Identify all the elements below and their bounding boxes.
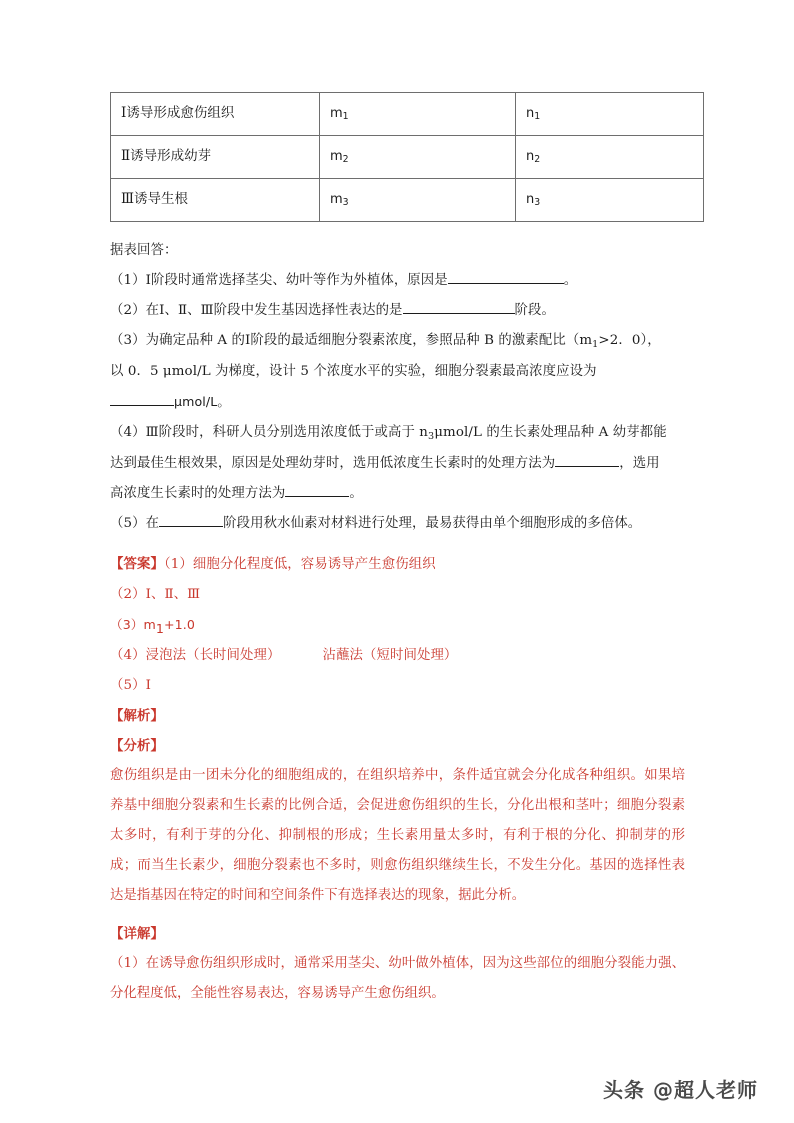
n-subscript: 3: [428, 430, 435, 442]
answer-blank: [448, 270, 564, 284]
fenxi-paragraph: 愈伤组织是由一团未分化的细胞组成的，在组织培养中，条件适宜就会分化成各种组织。如果培养基中细胞分裂素和生长素的比例合适，会促进愈伤组织的生长，分化出根和茎叶；细胞分裂素太多时，有利于芽的分化、抑制根的形成；生长素用量太多时，有利于根的分化、抑制芽的形成；而当生长素少，细胞分裂素也不多时，则愈伤组织继续生长，不发生分化。基因的选择性表达是指基因在特定的时间和空间条件下有选择表达的现象，据此分析。: [110, 768, 685, 903]
question-2-suffix: 阶段。: [514, 303, 556, 318]
answer-3: [110, 610, 685, 641]
question-3-text-b: >2．0），: [598, 333, 661, 348]
question-4-line-2: [110, 449, 685, 479]
question-4-line-3: [110, 479, 685, 509]
table-cell-n: [516, 179, 704, 222]
answer-4: [110, 641, 685, 671]
question-1-prefix: （1）Ⅰ阶段时通常选择茎尖、幼叶等作为外植体，原因是: [110, 273, 448, 288]
question-4-text-e: 高浓度生长素时的处理方法为: [110, 486, 286, 501]
n-subscript: 1: [534, 111, 541, 123]
table-cell-stage: Ⅲ诱导生根: [111, 179, 320, 222]
question-3-unit: μmol/L。: [174, 394, 231, 409]
question-3-text-a: （3）为确定品种 A 的Ⅰ阶段的最适细胞分裂素浓度，参照品种 B 的激素配比（m: [110, 333, 593, 348]
table-cell-m: [320, 93, 516, 136]
question-1: [110, 266, 685, 296]
m-subscript: 2: [342, 154, 349, 166]
question-3-line-1: [110, 326, 685, 357]
table-cell-n: [516, 93, 704, 136]
m-subscript: 3: [342, 197, 349, 209]
spacer: [110, 911, 685, 919]
answer-4-first: （4）浸泡法（长时间处理）: [110, 648, 281, 663]
answer-line-1: [110, 549, 685, 580]
question-4-text-a: （4）Ⅲ阶段时，科研人员分别选用浓度低于或高于 n: [110, 425, 429, 440]
answer-block: [110, 549, 685, 701]
question-4-line-1: [110, 418, 685, 449]
table-row: [111, 93, 704, 136]
table-cell-m: [320, 136, 516, 179]
question-2: [110, 296, 685, 326]
m-subscript: 1: [155, 620, 164, 636]
answer-1: （1）细胞分化程度低，容易诱导产生愈伤组织: [163, 557, 436, 572]
fenxi-label: 【分析】: [110, 738, 164, 754]
n-value: n: [526, 105, 535, 121]
answer-blank: [403, 300, 515, 314]
xiangjie-paragraph: （1）在诱导愈伤组织形成时，通常采用茎尖、幼叶做外植体，因为这些部位的细胞分裂能力强、分化程度低，全能性容易表达，容易诱导产生愈伤组织。: [110, 956, 685, 1001]
m-value: m: [330, 191, 343, 207]
m-subscript: 1: [342, 111, 349, 123]
m-value: m: [330, 148, 343, 164]
xiangjie-label: 【详解】: [110, 926, 164, 942]
question-2-prefix: （2）在Ⅰ、Ⅱ、Ⅲ阶段中发生基因选择性表达的是: [110, 303, 403, 318]
question-4-text-f: 。: [349, 486, 363, 501]
answer-blank: [555, 453, 619, 467]
explanation-block: [110, 701, 685, 1009]
n-value: n: [526, 148, 535, 164]
stage-hormone-table: [110, 92, 704, 222]
question-block: [110, 236, 685, 539]
question-5: [110, 509, 685, 539]
answer-label: 【答案】: [110, 556, 164, 572]
answer-3-text-b: +1.0: [164, 617, 195, 632]
question-1-suffix: 。: [563, 273, 578, 288]
table-cell-n: [516, 136, 704, 179]
question-4-text-d: ，选用: [619, 456, 660, 471]
question-4-text-b: μmol/L 的生长素处理品种 A 幼芽都能: [434, 425, 667, 440]
questions-intro: 据表回答：: [110, 243, 178, 258]
answer-blank: [110, 392, 174, 406]
question-5-suffix: 阶段用秋水仙素对材料进行处理，最易获得由单个细胞形成的多倍体。: [223, 516, 642, 531]
question-3-line-3: [110, 387, 685, 418]
table-cell-m: [320, 179, 516, 222]
answer-2: （2）Ⅰ、Ⅱ、Ⅲ: [110, 587, 201, 602]
answer-blank: [285, 483, 349, 497]
table-row: [111, 179, 704, 222]
answer-3-text-a: （3）m: [110, 617, 156, 632]
m-subscript: 1: [592, 338, 599, 350]
question-5-prefix: （5）在: [110, 516, 160, 531]
jiexi-label: 【解析】: [110, 708, 164, 724]
question-4-text-c: 达到最佳生根效果，原因是处理幼芽时，选用低浓度生长素时的处理方法为: [110, 456, 556, 471]
table-row: [111, 136, 704, 179]
m-value: m: [330, 105, 343, 121]
page-content: [110, 92, 685, 1009]
n-value: n: [526, 191, 535, 207]
answer-4-second: 沾蘸法（短时间处理）: [322, 648, 458, 663]
table-cell-stage: Ⅰ诱导形成愈伤组织: [111, 93, 320, 136]
answer-blank: [159, 513, 223, 527]
n-subscript: 3: [534, 197, 541, 209]
question-3-line-2: 以 0．5 μmol/L 为梯度，设计 5 个浓度水平的实验，细胞分裂素最高浓度应设为: [110, 364, 597, 379]
n-subscript: 2: [534, 154, 541, 166]
table-cell-stage: Ⅱ诱导形成幼芽: [111, 136, 320, 179]
answer-5: （5）Ⅰ: [110, 678, 151, 693]
watermark: 头条 @超人老师: [603, 1078, 758, 1102]
